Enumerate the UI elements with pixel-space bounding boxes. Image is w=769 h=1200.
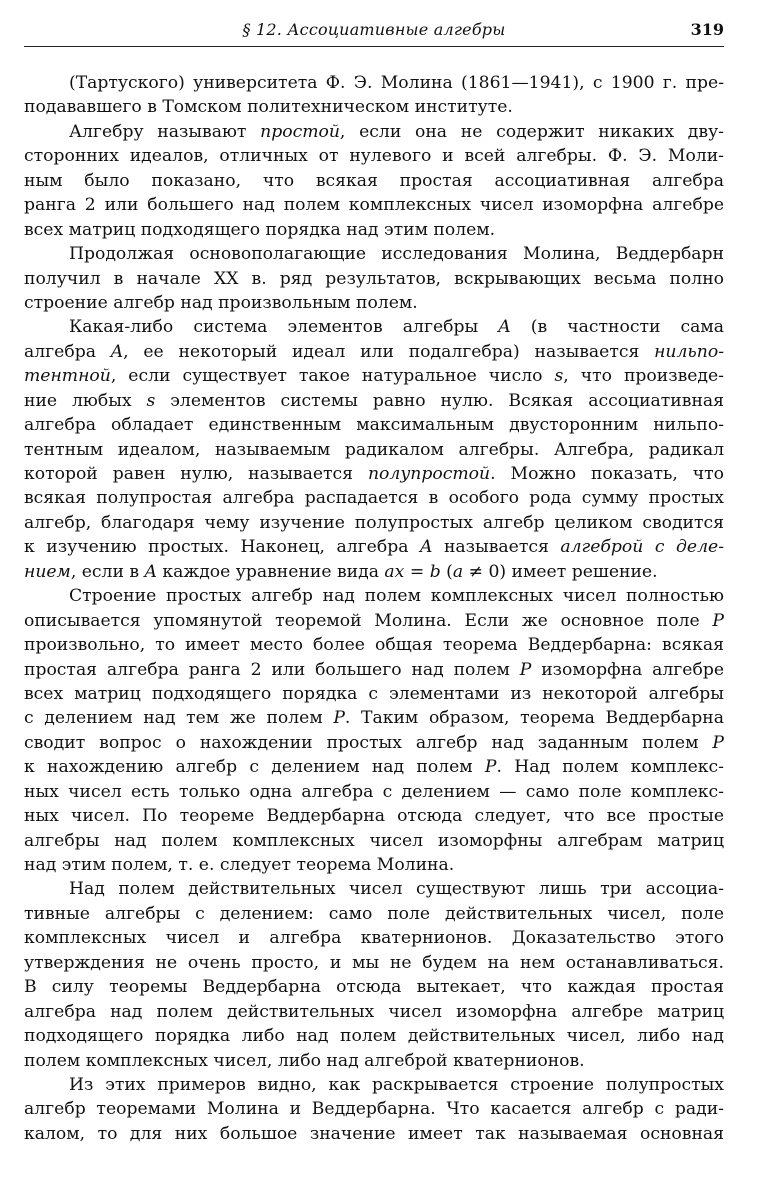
text-line: которой равен нулю, называется полупростой. Можно показать, что: [24, 464, 724, 484]
paragraph: [24, 120, 724, 242]
paragraph: [24, 315, 724, 584]
text-line: всякая полупростая алгебра распадается в особого рода сумму простых: [24, 488, 724, 509]
text-line: простая алгебра ранга 2 или большего над полем P изоморфна алгебре: [24, 659, 725, 680]
text-line: сторонних идеалов, отличных от нулевого и всей алгебры. Ф. Э. Моли-: [24, 146, 724, 167]
text-line: всех матриц подходящего порядка над этим полем.: [24, 219, 496, 240]
section-title: § 12. Ассоциативные алгебры: [242, 20, 506, 39]
text-line: с делением над тем же полем P. Таким образом, теорема Веддербарна: [24, 708, 724, 729]
running-head: [24, 18, 724, 44]
text-line: над этим полем, т. е. следует теорема Молина.: [24, 855, 455, 875]
text-line: алгебра обладает единственным максимальным двусторонним нильпо-: [24, 415, 724, 436]
text-line: строение алгебр над произвольным полем.: [24, 292, 418, 313]
text-line: подававшего в Томском политехническом институте.: [24, 97, 513, 118]
text-line: тентной, если существует такое натуральное число s, что произведе-: [24, 366, 724, 387]
paragraph: [24, 242, 724, 315]
text-line: Из этих примеров видно, как раскрывается строение полупростых: [69, 1074, 724, 1095]
paragraph: [24, 584, 724, 877]
text-line: подходящего порядка либо над полем действительных чисел, либо над: [24, 1026, 724, 1047]
text-line: комплексных чисел и алгебра кватернионов. Доказательство этого: [24, 928, 724, 949]
text-line: Какая-либо система элементов алгебры A (в частности сама: [69, 317, 725, 338]
text-line: Алгебру называют простой, если она не содержит никаких дву-: [69, 121, 724, 142]
body-text: [24, 71, 724, 1146]
text-line: тентным идеалом, называемым радикалом алгебры. Алгебра, радикал: [24, 439, 724, 460]
paragraph: [24, 1073, 724, 1146]
text-line: В силу теоремы Веддербарна отсюда вытекает, что каждая простая: [24, 977, 724, 998]
text-line: Над полем действительных чисел существуют лишь три ассоциа-: [69, 879, 724, 900]
text-line: калом, то для них большое значение имеет так называемая основная: [24, 1123, 724, 1144]
text-line: ных чисел есть только одна алгебра с делением — само поле комплекс-: [24, 781, 724, 802]
text-line: полем комплексных чисел, либо над алгеброй кватернионов.: [24, 1050, 585, 1071]
text-line: произвольно, то имеет место более общая теорема Веддербарна: всякая: [24, 635, 724, 656]
text-line: ранга 2 или большего над полем комплексных чисел изоморфна алгебре: [24, 195, 724, 216]
text-line: тивные алгебры с делением: само поле действительных чисел, поле: [24, 903, 724, 924]
text-line: алгебра над полем действительных чисел изоморфна алгебре матриц: [24, 1001, 724, 1022]
text-line: алгебр теоремами Молина и Веддербарна. Что касается алгебр с ради-: [24, 1099, 724, 1120]
text-line: к изучению простых. Наконец, алгебра A называется алгеброй с деле-: [24, 537, 724, 558]
text-line: к нахождению алгебр с делением над полем P. Над полем комплекс-: [24, 757, 724, 778]
text-line: алгебра A, ее некоторый идеал или подалгебра) называется нильпо-: [24, 341, 725, 362]
paragraph: [24, 71, 724, 120]
text-line: утверждения не очень просто, и мы не будем на нем останавливаться.: [24, 952, 724, 973]
text-line: ных чисел. По теореме Веддербарна отсюда следует, что все простые: [24, 806, 724, 827]
text-line: (Тартуского) университета Ф. Э. Молина (1861—1941), с 1900 г. пре-: [69, 73, 724, 93]
text-line: Строение простых алгебр над полем комплексных чисел полностью: [69, 586, 724, 607]
text-line: алгебры над полем комплексных чисел изоморфны алгебрам матриц: [24, 830, 724, 851]
text-line: сводит вопрос о нахождении простых алгебр над заданным полем P: [24, 732, 724, 753]
header-rule: [24, 46, 724, 47]
text-line: Продолжая основополагающие исследования Молина, Веддербарн: [69, 244, 724, 265]
text-line: ным было показано, что всякая простая ассоциативная алгебра: [24, 170, 724, 191]
text-line: алгебр, благодаря чему изучение полупростых алгебр целиком сводится: [24, 512, 724, 533]
text-line: описывается упомянутой теоремой Молина. Если же основное поле P: [24, 610, 724, 631]
page-number: 319: [690, 20, 724, 39]
text-line: получил в начале XX в. ряд результатов, вскрывающих весьма полно: [24, 268, 724, 289]
text-line: ние любых s элементов системы равно нулю. Всякая ассоциативная: [24, 390, 724, 411]
text-line: всех матриц подходящего порядка с элементами из некоторой алгебры: [24, 683, 724, 704]
paragraph: [24, 877, 724, 1073]
text-line: нием, если в A каждое уравнение вида ax = b (a ≠ 0) имеет решение.: [24, 561, 658, 582]
